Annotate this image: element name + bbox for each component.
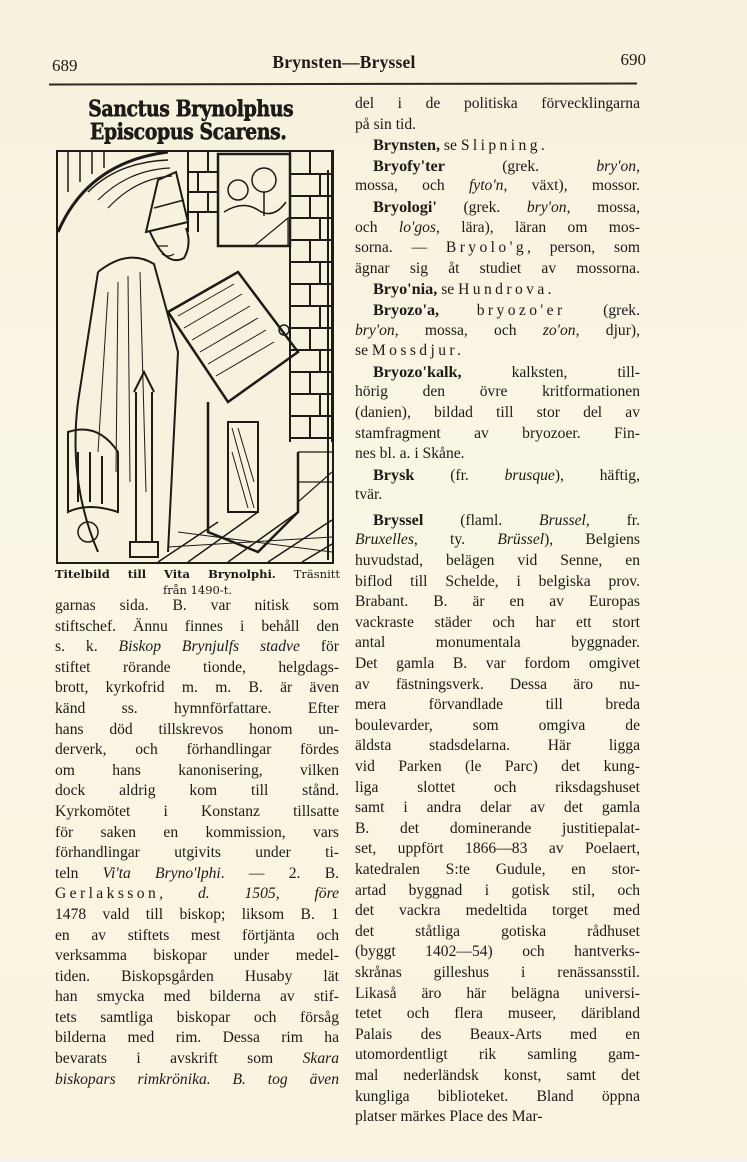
text-line: skrånas gilleshus i renässansstil. (355, 963, 640, 981)
italic-term: bry'on, (596, 157, 640, 175)
text-line: tetet och flera museer, däribland (355, 1005, 640, 1023)
page-header (49, 50, 646, 80)
woodcut-border-line (327, 170, 329, 560)
text-line (55, 884, 339, 905)
italic-term: Vi'ta Bryno'lphi (102, 864, 221, 882)
text-line (355, 530, 640, 551)
text: teln (55, 864, 103, 882)
headword: Brynsten, (373, 136, 441, 155)
entry-bryofyter (355, 156, 640, 177)
text-line: för saken en kommission, vars (55, 823, 339, 841)
italic-term: brusque (504, 466, 555, 484)
text-line: stamfragment av bryozoer. Fin- (355, 424, 640, 442)
text-line: (byggt 1402—54) och hantverks- (355, 943, 640, 961)
text: , växt), mossor. (503, 177, 640, 195)
text: ), häftig, (554, 466, 641, 484)
text-line: det ståtliga gotiska rådhuset (355, 922, 640, 940)
entry-bryssel (355, 510, 640, 531)
caption-text: Träsnitt (293, 567, 341, 581)
text: Gerlaksson (55, 885, 160, 903)
text-line: mal nederländsk konst, samt det (355, 1066, 640, 1084)
italic-term: lo'gos (398, 218, 436, 236)
text-line (55, 864, 339, 885)
text: , djur), (575, 321, 640, 339)
running-head: Brynsten—Bryssel (272, 52, 416, 72)
text-line: Palais des Beaux-Arts med en (355, 1025, 640, 1043)
text-line: set, uppfört 1866—83 av Poelaert, (355, 840, 640, 858)
text-line: Kyrkomötet i Konstanz tillsatte (55, 802, 339, 820)
figure-title (88, 98, 294, 144)
text-line: vid Parken (le Parc) det kung- (355, 758, 640, 775)
entry-brynsten (355, 135, 640, 156)
text: (grek. (502, 157, 540, 175)
headword: Bryofy'ter (373, 156, 445, 175)
figure-title-line1: Sanctus Brynolphus (88, 96, 294, 122)
italic-term: , d. 1505, före (159, 885, 339, 903)
text-line (55, 1070, 339, 1091)
text: , ty. (413, 531, 498, 549)
text-line: utomordentligt rik samling gam- (355, 1046, 640, 1064)
italic-term: zo'on (542, 321, 576, 339)
text-line (355, 341, 640, 362)
entry-brysk (355, 465, 640, 486)
text: , lära), läran om mos- (436, 218, 640, 236)
caption-bold: Vita Brynolphi. (164, 567, 276, 581)
text-line: dock aldrig kom till stånd. (55, 782, 339, 800)
caption-line1 (55, 566, 340, 582)
text-line: äldsta stadsdelarna. Här ligga (355, 737, 640, 755)
text-line: hörig den övre kritformationen (355, 383, 640, 401)
text-line: artad byggnad i gotisk stil, och (355, 881, 640, 899)
text: s. k. (55, 638, 119, 656)
text-line: platser märkes Place des Mar- (355, 1108, 543, 1126)
text-line: ägnar sig åt studiet av mossorna. (355, 259, 640, 277)
entry-bryologi (355, 197, 640, 218)
text-line: det vackra medeltida torget med (355, 902, 640, 920)
text: (grek. (603, 301, 640, 319)
entry-bryozoa (355, 300, 640, 321)
italic-term: Skara (302, 1050, 339, 1068)
figure-caption (55, 566, 340, 598)
headword: Bryozo'a, (373, 300, 440, 319)
caption-bold: Titelbild (55, 567, 110, 581)
italic-term: . B. tog även (206, 1070, 340, 1088)
woodcut-illustration (56, 150, 334, 564)
text: , mossa, (566, 198, 640, 216)
headword: Bryssel (373, 510, 424, 529)
headword: Bryo'nia, (373, 280, 438, 299)
left-column-text (55, 596, 339, 1090)
text: kalksten, (511, 363, 568, 381)
text: ), Belgiens (544, 531, 641, 549)
entry-bryonia (355, 279, 640, 300)
italic-term: Bruxelles (355, 531, 414, 549)
italic-term: bry'on (355, 321, 395, 339)
text: (fr. (450, 466, 469, 484)
italic-term: biskopars rimkrönika (55, 1070, 207, 1088)
text-line: tets samtliga biskopar och försåg (55, 1008, 339, 1026)
text-line: derverk, och förhandlingar fördes (55, 741, 339, 759)
text-line: på sin tid. (355, 115, 417, 133)
text: , mossa, och (394, 321, 543, 339)
text-line: av fästningsverk. Dessa äro nu- (355, 675, 640, 693)
text-line: (danien), bildad till stor del av (355, 403, 640, 421)
text: sorna. — (355, 239, 446, 257)
text: och (355, 218, 399, 236)
text-line: tiden. Biskopsgården Husaby lät (55, 967, 339, 985)
text: till- (617, 363, 640, 381)
bryssel-body (355, 551, 640, 1128)
text-line (55, 637, 339, 658)
page-number-right: 690 (620, 50, 646, 69)
text-line: förhandlingar utgivits under ti- (55, 844, 339, 862)
caption-bold: till (127, 567, 147, 581)
text-line: tvär. (355, 486, 383, 504)
bishop-woodcut-icon (58, 152, 332, 562)
headword: Bryologi' (373, 197, 437, 216)
headword: Bryozo'kalk, (373, 362, 462, 381)
right-column-text (355, 94, 640, 1128)
text-line: huvudstad, belägen vid Senne, en (355, 552, 640, 570)
text-line: kungliga biblioteket. Bland öppna (355, 1087, 640, 1105)
page-number-left: 689 (52, 56, 78, 75)
text-line: verksamma biskopar under medel- (55, 947, 339, 965)
text-line: garnas sida. B. var nitisk som (55, 597, 339, 614)
italic-term: bry'on (526, 198, 567, 216)
text-line: nes bl. a. i Skåne. (355, 445, 465, 463)
text-line: Brabant. B. är en av Europas (355, 593, 640, 611)
text: för (299, 638, 339, 656)
italic-term: Biskop Brynjulfs stadve (118, 638, 300, 656)
text: se (355, 342, 372, 360)
text-line: stiftet rörande tionde, helgdags- (55, 658, 339, 676)
headword: Brysk (373, 465, 415, 484)
text-line (55, 1049, 339, 1070)
text-line: bilderna med rim. Dessa rim ha (55, 1029, 339, 1047)
text: . — 2. B. (220, 864, 339, 882)
text-line: 1478 vald till biskop; liksom B. 1 (55, 905, 339, 923)
entry-bryozokalk (355, 362, 640, 383)
text-line: katedralen S:te Gudule, en stor- (355, 860, 640, 878)
text-line: om hans kanonisering, vilken (55, 761, 339, 779)
text-line: känd ss. hymnförfattare. Efter (55, 699, 339, 717)
spaced-term: Bryolo'g (445, 239, 528, 257)
page-edge (0, 1158, 747, 1162)
text-line: en av stiftets mest förtjänta och (55, 926, 339, 944)
text: se (437, 281, 459, 299)
spaced-term: bryozo'er (476, 301, 566, 319)
text: , person, som (527, 239, 640, 257)
caption-line2: från 1490-t. (162, 583, 233, 597)
text-line: vackraste städer och har ett stort (355, 613, 640, 631)
italic-term: Brussel (539, 511, 586, 529)
text-line (355, 176, 640, 197)
text: , fr. (585, 511, 640, 529)
text: (grek. (436, 198, 527, 216)
text-line: B. det dominerande justitiepalat- (355, 819, 640, 837)
text: mossa, och (355, 177, 469, 195)
text-line: biflod till Schelde, i belgiska prov. (355, 572, 640, 590)
cross-reference: Hundrova. (458, 281, 555, 299)
text-line: boulevarder, som omgiva de (355, 716, 640, 734)
text: (flaml. (460, 511, 503, 529)
text-line: del i de politiska förvecklingarna (355, 95, 640, 112)
text-line: hans död tillskrevos honom un- (55, 720, 339, 738)
brick-wall (188, 152, 332, 442)
italic-term: Brüssel (497, 531, 545, 549)
text: bevarats i avskrift som (55, 1050, 303, 1068)
text-line: samt i andra delar av det gamla (355, 799, 640, 817)
text-line: brott, kyrkofrid m. m. B. är även (55, 679, 339, 697)
cross-reference: Mossdjur. (371, 342, 465, 360)
figure-title-line2: Episcopus Scarens. (89, 119, 287, 145)
text-line: antal monumentala byggnader. (355, 634, 640, 652)
text-line (355, 238, 640, 259)
text-line: liga slottet och riksdagshuset (355, 778, 640, 796)
text-line: Likaså äro här belägna universi- (355, 984, 640, 1002)
text-line: Det gamla B. var fordom omgivet (355, 655, 640, 673)
text-line: stiftschef. Ännu finnes i behåll den (55, 617, 339, 635)
text-line: mera förvandlade till breda (355, 696, 640, 714)
text-line (355, 218, 640, 239)
italic-term: fyto'n (468, 177, 504, 195)
text-line: han smycka med bilderna av stif- (55, 988, 339, 1006)
text: se (443, 137, 457, 155)
cross-reference: Slipning. (460, 137, 549, 155)
text-line (355, 321, 640, 342)
